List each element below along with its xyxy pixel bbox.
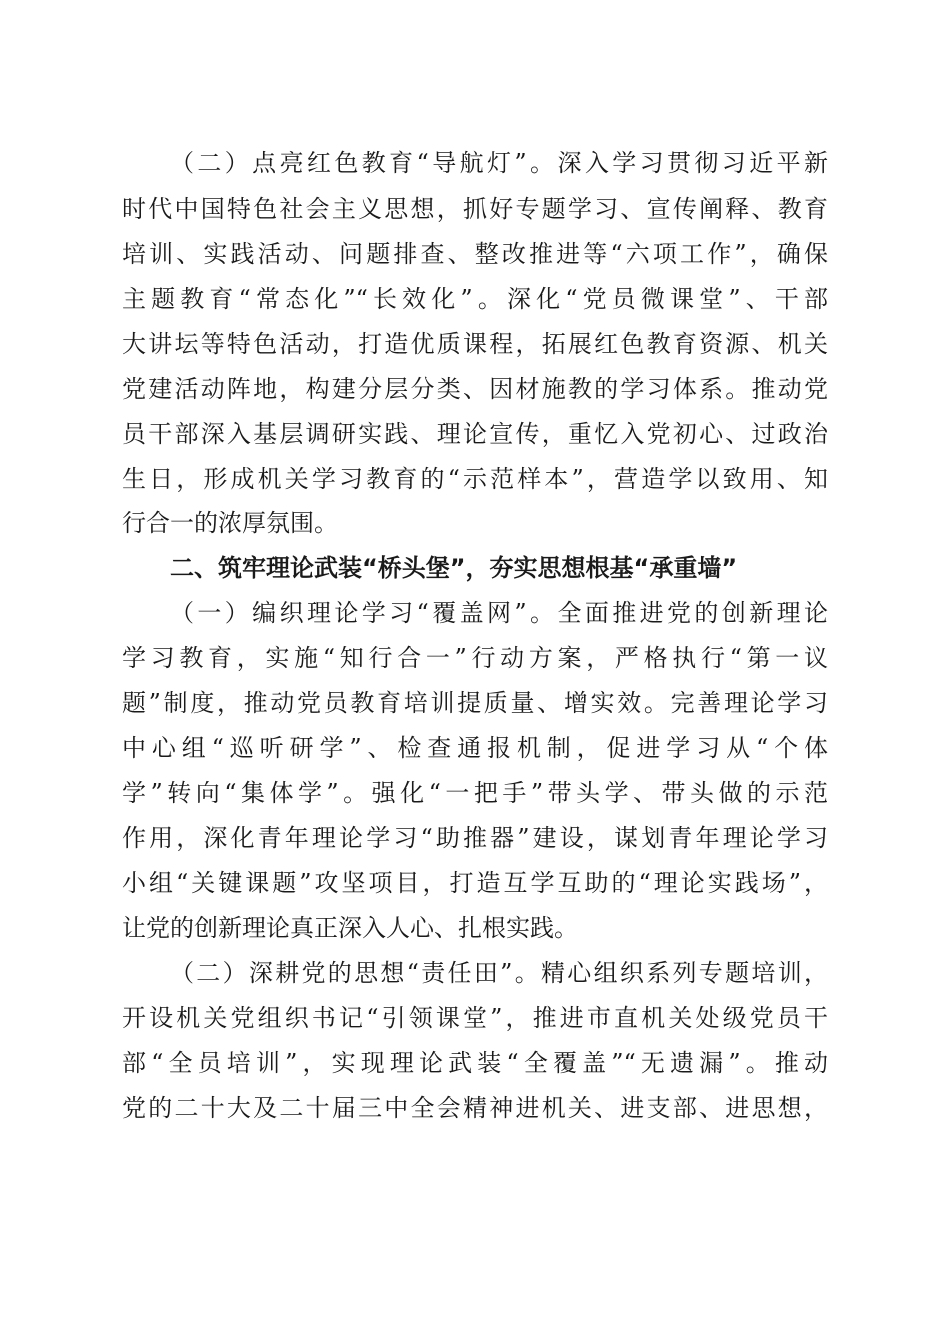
- section-heading: 二、筑牢理论武装“桥头堡”，夯实思想根基“承重墙”: [170, 554, 738, 582]
- paragraph-3-line-2: 开设机关党组织书记“引领课堂”，推进市直机关处级党员干: [122, 1004, 828, 1032]
- paragraph-1-line-7: 员干部深入基层调研实践、理论宣传，重忆入党初心、过政治: [122, 420, 828, 448]
- paragraph-1-line-1: （二）点亮红色教育“导航灯”。深入学习贯彻习近平新: [170, 149, 828, 177]
- paragraph-2-line-8: 让党的创新理论真正深入人心、扎根实践。: [122, 914, 578, 942]
- paragraph-2-line-7: 小组“关键课题”攻坚项目，打造互学互助的“理论实践场”，: [122, 869, 828, 897]
- paragraph-1-line-9: 行合一的浓厚氛围。: [122, 509, 338, 537]
- paragraph-1-line-5: 大讲坛等特色活动，打造优质课程，拓展红色教育资源、机关: [122, 330, 828, 358]
- paragraph-1-line-4: 主题教育“常态化”“长效化”。深化“党员微课堂”、干部: [122, 285, 828, 313]
- paragraph-2-line-6: 作用，深化青年理论学习“助推器”建设，谋划青年理论学习: [122, 824, 828, 852]
- paragraph-1-line-8: 生日，形成机关学习教育的“示范样本”，营造学以致用、知: [122, 465, 828, 493]
- paragraph-2-line-4: 中心组“巡听研学”、检查通报机制，促进学习从“个体: [122, 734, 828, 762]
- paragraph-2-line-2: 学习教育，实施“知行合一”行动方案，严格执行“第一议: [122, 644, 828, 672]
- paragraph-3-line-3: 部“全员培训”，实现理论武装“全覆盖”“无遗漏”。推动: [122, 1049, 828, 1077]
- paragraph-1-line-3: 培训、实践活动、问题排查、整改推进等“六项工作”，确保: [122, 240, 828, 268]
- paragraph-2-line-5: 学”转向“集体学”。强化“一把手”带头学、带头做的示范: [122, 779, 828, 807]
- paragraph-2-line-3: 题”制度，推动党员教育培训提质量、增实效。完善理论学习: [122, 689, 828, 717]
- paragraph-3-line-1: （二）深耕党的思想“责任田”。精心组织系列专题培训，: [170, 959, 828, 987]
- paragraph-2-line-1: （一）编织理论学习“覆盖网”。全面推进党的创新理论: [170, 599, 828, 627]
- paragraph-1-line-2: 时代中国特色社会主义思想，抓好专题学习、宣传阐释、教育: [122, 195, 828, 223]
- paragraph-3-line-4: 党的二十大及二十届三中全会精神进机关、进支部、进思想，: [122, 1094, 828, 1122]
- paragraph-1-line-6: 党建活动阵地，构建分层分类、因材施教的学习体系。推动党: [122, 375, 828, 403]
